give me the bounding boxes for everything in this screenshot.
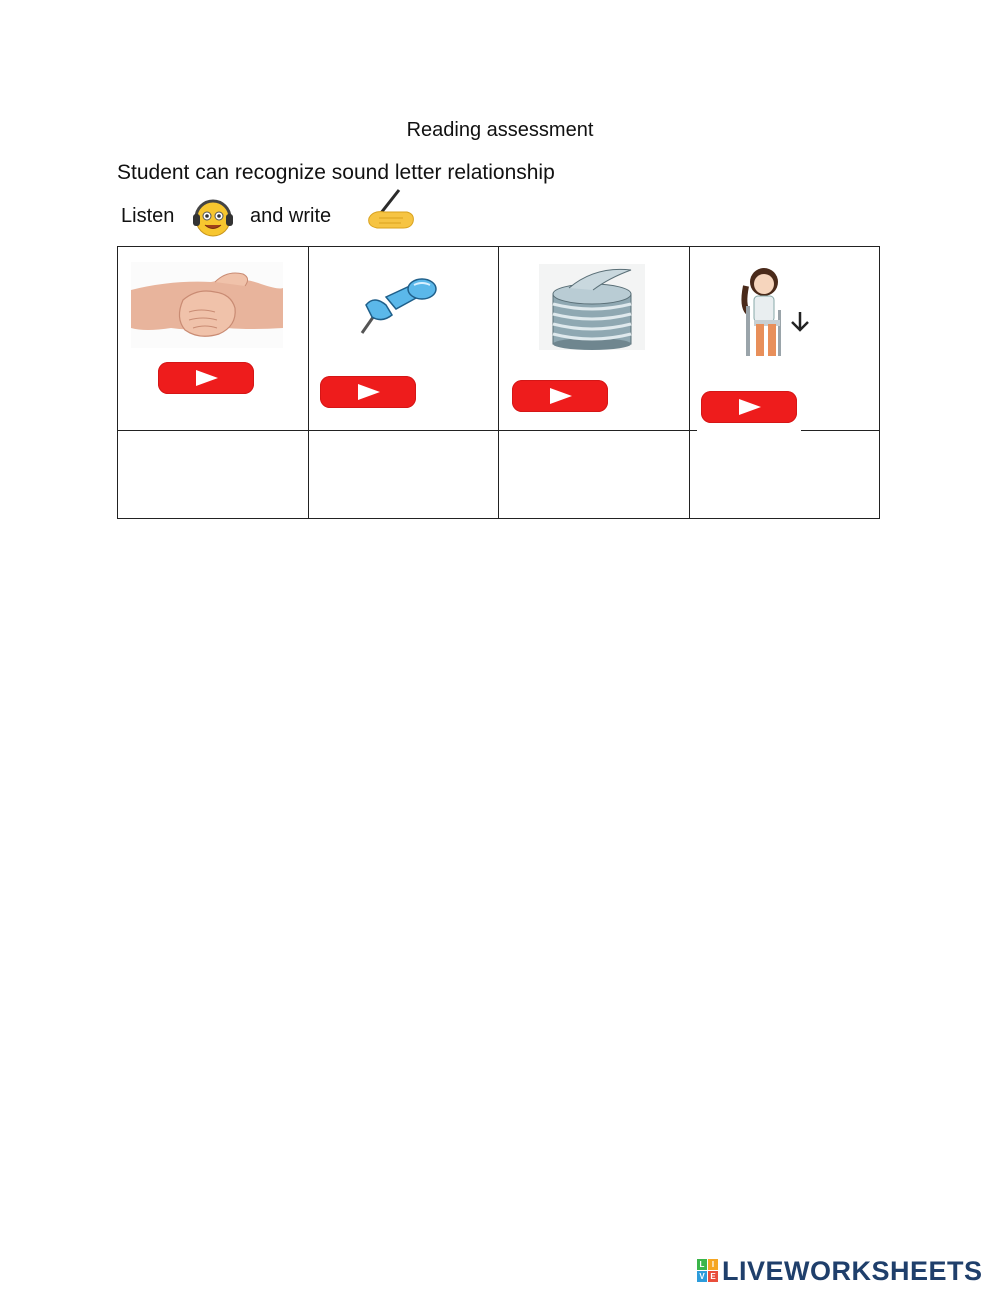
instruction-write: and write: [250, 205, 332, 227]
logo-text: LIVEWORKSHEETS: [722, 1255, 983, 1286]
worksheet-subtitle: Student can recognize sound letter relationship: [117, 161, 555, 184]
answer-input-2[interactable]: [313, 440, 499, 512]
play-audio-button-1[interactable]: [158, 362, 254, 394]
answer-input-3[interactable]: [503, 440, 689, 512]
instruction-listen: Listen: [121, 205, 175, 227]
push-pin-picture: [352, 275, 438, 337]
play-audio-button-3[interactable]: [512, 380, 608, 412]
tin-can-picture: [539, 264, 645, 350]
answer-input-4[interactable]: [694, 440, 879, 512]
writing-hand-icon: [363, 188, 417, 232]
logo-mark-icon: L I V E: [697, 1259, 719, 1283]
hand-on-wrist-picture: [131, 262, 283, 348]
liveworksheets-logo: [697, 1256, 983, 1286]
play-audio-button-2[interactable]: [320, 376, 416, 408]
answer-input-1[interactable]: [122, 440, 308, 512]
worksheet-title: Reading assessment: [406, 119, 594, 141]
girl-sitting-picture: [738, 266, 818, 358]
play-button-mask: [697, 424, 801, 438]
headphones-emoji-icon: [190, 194, 236, 240]
play-audio-button-4[interactable]: [701, 391, 797, 423]
